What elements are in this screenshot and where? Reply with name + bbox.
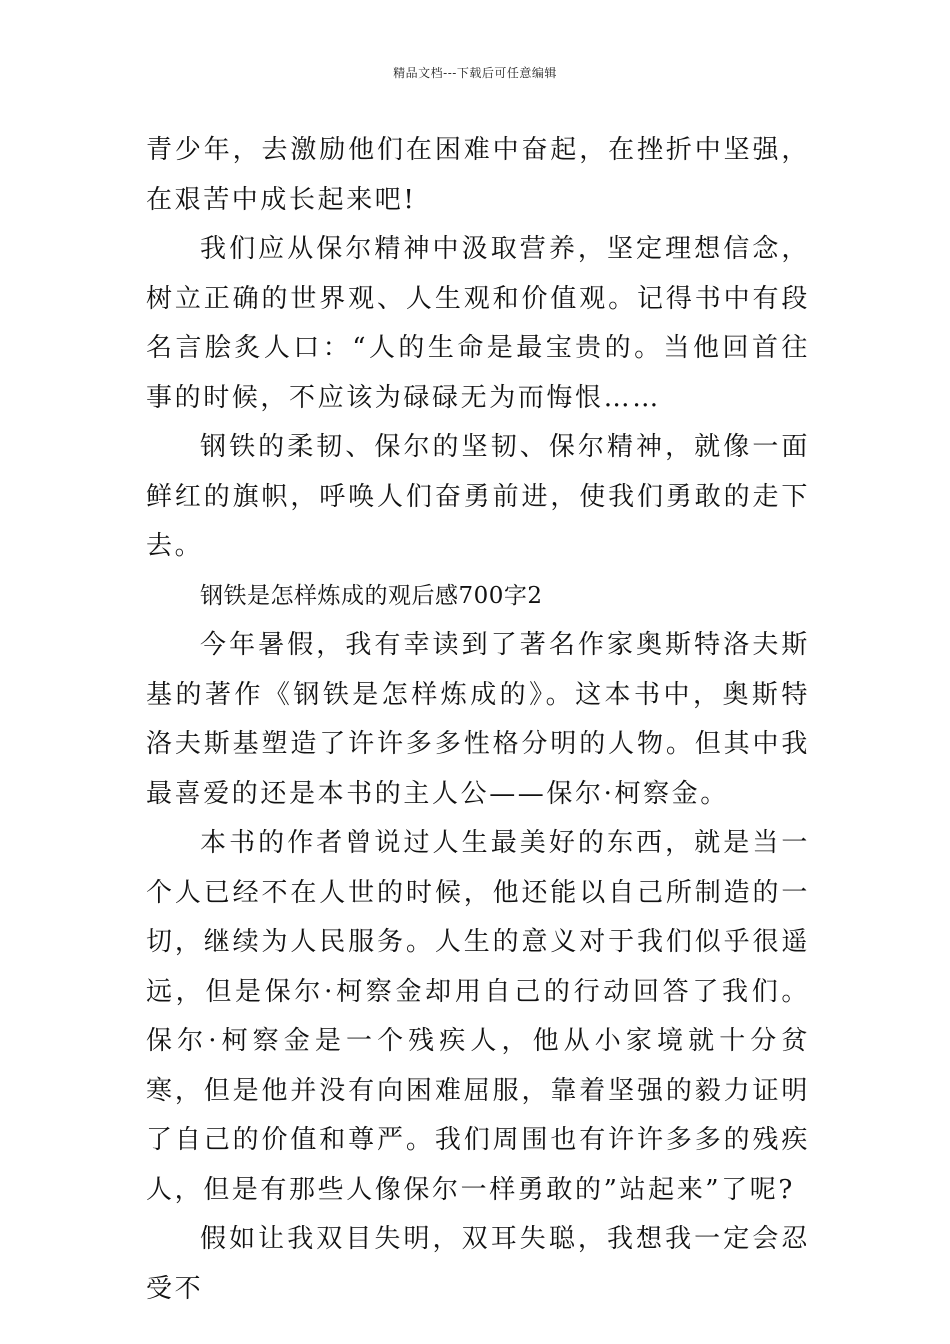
paragraph-4: 今年暑假，我有幸读到了著名作家奥斯特洛夫斯基的著作《钢铁是怎样炼成的》。这本书中，奥斯特洛夫斯基塑造了许许多多性格分明的人物。但其中我最喜爱的还是本书的主人公——保尔·柯察金。 <box>146 630 810 809</box>
section-title: 钢铁是怎样炼成的观后感700字2 <box>200 582 543 609</box>
paragraph-3: 钢铁的柔韧、保尔的坚韧、保尔精神，就像一面鲜红的旗帜，呼唤人们奋勇前进，使我们勇敢的走下去。 <box>146 432 810 561</box>
page-header: 精品文档---下载后可任意编辑 <box>393 66 557 80</box>
paragraph-2: 我们应从保尔精神中汲取营养，坚定理想信念，树立正确的世界观、人生观和价值观。记得书中有段名言脍炙人口：“人的生命是最宝贵的。当他回首往事的时候，不应该为碌碌无为而悔恨…… <box>146 234 810 413</box>
document-body <box>146 126 810 1314</box>
paragraph-6: 假如让我双目失明，双耳失聪，我想我一定会忍受不 <box>146 1224 810 1304</box>
paragraph-1: 青少年，去激励他们在困难中奋起，在挫折中坚强，在艰苦中成长起来吧! <box>146 135 810 215</box>
paragraph-5: 本书的作者曾说过人生最美好的东西，就是当一个人已经不在人世的时候，他还能以自己所制造的一切，继续为人民服务。人生的意义对于我们似乎很遥远，但是保尔·柯察金却用自己的行动回答了我们。保尔·柯察金是一个残疾人，他从小家境就十分贫寒，但是他并没有向困难屈服，靠着坚强的毅力证明了自己的价值和尊严。我们周围也有许许多多的残疾人，但是有那些人像保尔一样勇敢的”站起来”了呢? <box>146 828 810 1205</box>
